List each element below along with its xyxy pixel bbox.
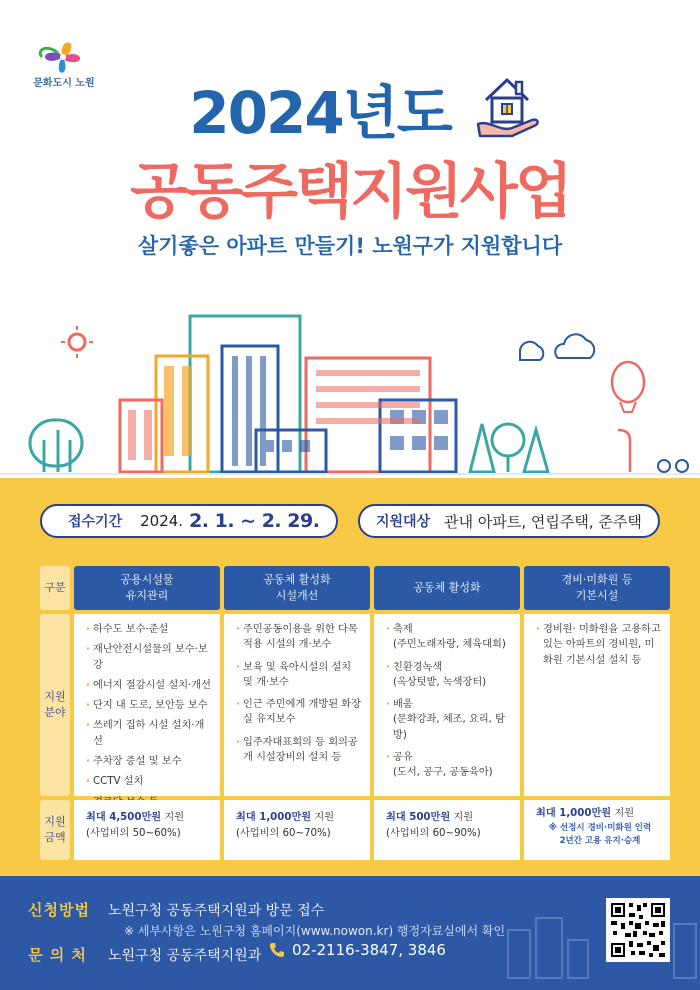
list-item: · 인근 주민에게 개방된 화장실 유지보수: [236, 697, 364, 728]
list-item: · 주차장 증설 및 보수: [86, 754, 214, 769]
list-item: · 하수도 보수·준설: [86, 622, 214, 637]
field-cell: [524, 614, 670, 796]
footer-city-decoration: [500, 910, 700, 980]
amount-value: 최대 1,000만원: [536, 808, 612, 819]
contact-label: 문 의 처: [28, 946, 87, 964]
amount-cell: [224, 800, 370, 860]
target-value: 관내 아파트, 연립주택, 준주택: [444, 512, 642, 531]
amount-value: 최대 500만원: [386, 812, 451, 823]
list-item: · 축제 (주민노래자랑, 체육대회): [386, 622, 514, 653]
title-main: 공동주택지원사업: [130, 157, 570, 227]
period-year: 2024.: [140, 512, 184, 530]
phone-number: 02-2116-3847, 3846: [292, 941, 446, 959]
list-item: · 경비원· 미화원을 고용하고 있는 아파트의 경비원, 미화원 기본시설 설치 등: [536, 622, 664, 668]
amount-value: 최대 1,000만원: [236, 812, 312, 823]
list-item: · 친환경녹색 (옥상텃밭, 녹색장터): [386, 660, 514, 691]
list-item: · 공유 (도서, 공구, 공동육아): [386, 750, 514, 781]
field-cell: [374, 614, 520, 796]
period-dates: 2. 1. ~ 2. 29.: [189, 510, 320, 532]
house-in-hand-icon: [472, 66, 542, 138]
amount-detail: (사업비의 60~90%): [386, 828, 481, 840]
logo-text: 문화도시 노원: [33, 78, 95, 89]
list-item: · 보육 및 육아시설의 설치 및 개·보수: [236, 660, 364, 691]
list-item: · 재난안전시설물의 보수·보강: [86, 642, 214, 673]
footer-note: ※ 세부사항은 노원구청 홈페이지(www.nowon.kr) 행정자료실에서 확인: [124, 924, 506, 938]
column-header: 경비·미화원 등 기본시설: [524, 566, 670, 610]
amount-cell: [524, 800, 670, 860]
amount-suffix: 지원: [161, 812, 185, 823]
period-pill: [40, 504, 338, 538]
target-label: 지원대상: [376, 514, 431, 530]
amount-detail: (사업비의 60~70%): [236, 828, 331, 840]
row-label-amount: 지원 금액: [40, 800, 70, 860]
list-item: · 입주자대표회의 등 회의공개 시설장비의 설치 등: [236, 735, 364, 766]
phone-group: [268, 941, 446, 959]
amount-suffix: 지원: [450, 812, 474, 823]
list-item: · 에너지 절감시설 설치·개선: [86, 678, 214, 693]
qr-code[interactable]: [606, 898, 670, 962]
list-item: · 단지 내 도로, 보안등 보수: [86, 698, 214, 713]
amount-detail: (사업비의 50~60%): [86, 828, 181, 840]
row-label-field: 지원 분야: [40, 614, 70, 796]
period-label: 접수기간: [68, 514, 123, 530]
column-header: 공동체 활성화: [374, 566, 520, 610]
list-item: · 주민공동이용을 위한 다목적용 시설의 개·보수: [236, 622, 364, 653]
target-pill: [358, 504, 660, 538]
column-header: 공용시설물 유지관리: [74, 566, 220, 610]
list-item: · 쓰레기 집하 시설 설치·개선: [86, 718, 214, 749]
list-item: · 배움 (문화강좌, 체조, 요리, 탐방): [386, 697, 514, 743]
contact-text: 노원구청 공동주택지원과: [108, 948, 262, 964]
amount-value: 최대 4,500만원: [86, 812, 162, 823]
amount-cell: [74, 800, 220, 860]
apply-label: 신청방법: [28, 901, 90, 919]
apply-text: 노원구청 공동주택지원과 방문 접수: [108, 903, 325, 919]
phone-icon: [268, 941, 286, 959]
field-cell: [74, 614, 220, 796]
city-illustration: [0, 290, 700, 480]
subtitle: 살기좋은 아파트 만들기! 노원구가 지원합니다: [137, 234, 563, 258]
column-header: 공동체 활성화 시설개선: [224, 566, 370, 610]
amount-note: ※ 선정시 경비·미화원 인력 2년간 고용 유지·승계: [548, 823, 652, 847]
field-cell: [224, 614, 370, 796]
table-corner: 구분: [40, 566, 70, 610]
title-year: 2024년도: [189, 79, 451, 147]
amount-suffix: 지원: [611, 808, 635, 819]
amount-cell: [374, 800, 520, 860]
amount-suffix: 지원: [311, 812, 335, 823]
list-item: · CCTV 설치: [86, 774, 214, 789]
